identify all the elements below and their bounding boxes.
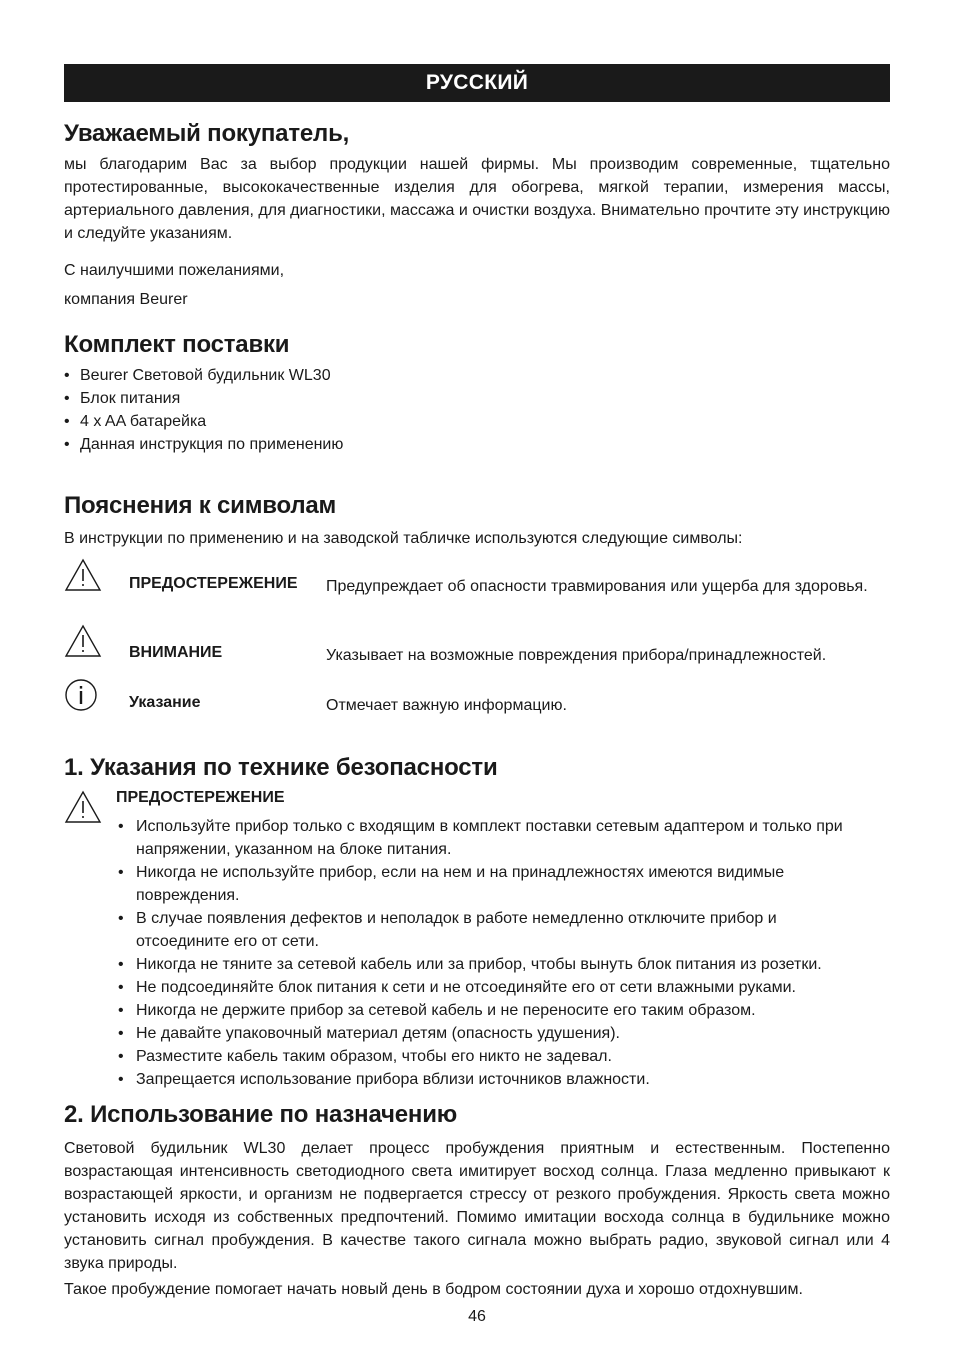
- greeting-signature: компания Beurer: [64, 291, 188, 308]
- greeting-body: мы благодарим Вас за выбор продукции нашей фирмы. Мы производим современные, тщательно протестированные, высококачественные изделия для обогрева, мягкой терапии, измерения массы, артериального давления, для диагностики, массажа и очистки воздуха. Внимательно прочтите эту инструкцию и следуйте указаниям.: [64, 156, 890, 242]
- delivery-list: [64, 364, 864, 456]
- warning-triangle-icon: [64, 790, 102, 824]
- usage-body: Световой будильник WL30 делает процесс пробуждения приятным и естественным. Постепенно возрастающая интенсивность светодиодного света имитирует восход солнца. Глаза медленно привыкают к возрастающей яркости, и организм не подвергается стрессу от резкого пробуждения. Яркость света можно установить исходя из собственных предпочтений. Помимо имитации восхода солнца в будильнике можно установить сигнал пробуждения. В качестве такого сигнала можно выбрать радио, звуковой сигнал или 4 звука природы.: [64, 1140, 890, 1272]
- list-item: • Запрещается использование прибора вблизи источников влажности.: [118, 1068, 898, 1091]
- list-item: • Никогда не держите прибор за сетевой кабель и не переносите его таким образом.: [118, 999, 898, 1022]
- page-number: 46: [468, 1308, 486, 1325]
- usage-body-2: Такое пробуждение помогает начать новый день в бодром состоянии духа и хорошо отдохнувшим.: [64, 1281, 803, 1298]
- greeting-title: Уважаемый покупатель,: [64, 120, 350, 147]
- list-item: • Используйте прибор только с входящим в комплект поставки сетевым адаптером и только при напряжении, указанном на блоке питания.: [118, 815, 876, 861]
- language-banner: РУССКИЙ: [64, 64, 890, 102]
- symbols-intro: В инструкции по применению и на заводской табличке используются следующие символы:: [64, 530, 743, 547]
- safety-title: 1. Указания по технике безопасности: [64, 754, 498, 781]
- delivery-title: Комплект поставки: [64, 331, 290, 358]
- list-item: • Никогда не тяните за сетевой кабель или за прибор, чтобы вынуть блок питания из розетки.: [118, 953, 898, 976]
- list-item: • Не подсоединяйте блок питания к сети и не отсоединяйте его от сети влажными руками.: [118, 976, 898, 999]
- safety-warning-label: ПРЕДОСТЕРЕЖЕНИЕ: [116, 789, 285, 806]
- symbol-desc-caution: Указывает на возможные повреждения прибора/принадлежностей.: [326, 647, 827, 664]
- list-item: • Beurer Световой будильник WL30: [64, 364, 864, 387]
- symbol-desc-warning: Предупреждает об опасности травмирования или ущерба для здоровья.: [326, 578, 868, 595]
- symbols-title: Пояснения к символам: [64, 492, 337, 519]
- symbol-desc-note: Отмечает важную информацию.: [326, 697, 567, 714]
- list-item: • Данная инструкция по применению: [64, 433, 864, 456]
- info-circle-icon: [64, 678, 98, 712]
- list-item: • В случае появления дефектов и неполадок в работе немедленно отключите прибор и отсоедините его от сети.: [118, 907, 836, 953]
- list-item: • Блок питания: [64, 387, 864, 410]
- list-item: • 4 x AA батарейка: [64, 410, 864, 433]
- safety-list: [118, 815, 898, 1091]
- list-item: • Разместите кабель таким образом, чтобы его никто не задевал.: [118, 1045, 898, 1068]
- warning-triangle-icon: [64, 624, 102, 658]
- warning-triangle-icon: [64, 558, 102, 592]
- symbol-term-note: Указание: [129, 694, 201, 711]
- symbol-term-caution: ВНИМАНИЕ: [129, 644, 223, 661]
- symbol-term-warning: ПРЕДОСТЕРЕЖЕНИЕ: [129, 575, 298, 592]
- list-item: • Никогда не используйте прибор, если на нем и на принадлежностях имеются видимые повреждения.: [118, 861, 856, 907]
- list-item: • Не давайте упаковочный материал детям (опасность удушения).: [118, 1022, 898, 1045]
- greeting-closing: С наилучшими пожеланиями,: [64, 262, 285, 279]
- usage-title: 2. Использование по назначению: [64, 1101, 458, 1128]
